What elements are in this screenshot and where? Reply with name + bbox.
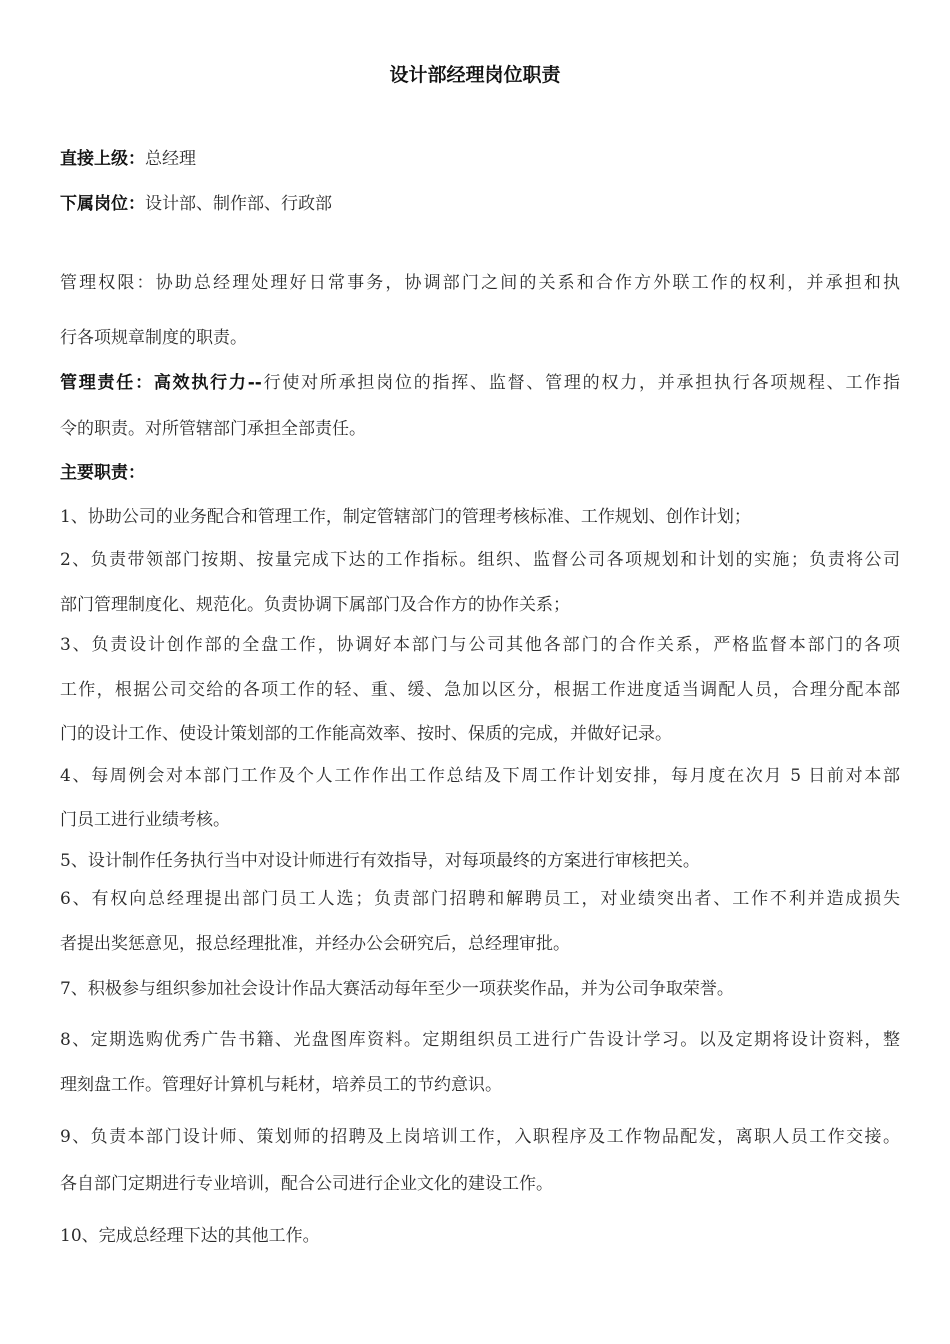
duty-8-line-1: 8、定期选购优秀广告书籍、光盘图库资料。定期组织员工进行广告设计学习。以及定期将设计资料，整 <box>60 1030 900 1050</box>
direct-superior-value: 总经理 <box>145 149 196 169</box>
duty-6-line-1: 6、有权向总经理提出部门员工人选；负责部门招聘和解聘员工，对业绩突出者、工作不利并造成损失 <box>60 889 900 909</box>
duty-3-line-2: 工作，根据公司交给的各项工作的轻、重、缓、急加以区分，根据工作进度适当调配人员，合理分配本部 <box>60 680 900 700</box>
duty-6-line-2: 者提出奖惩意见，报总经理批准，并经办公会研究后，总经理审批。 <box>60 934 570 954</box>
duty-1-line-1: 1、协助公司的业务配合和管理工作，制定管辖部门的管理考核标准、工作规划、创作计划； <box>60 507 751 527</box>
responsibility-line-2: 令的职责。对所管辖部门承担全部责任。 <box>60 419 366 439</box>
responsibility-line-1 <box>60 370 900 396</box>
duties-heading: 主要职责： <box>60 463 145 483</box>
duty-9-line-2: 各自部门定期进行专业培训，配合公司进行企业文化的建设工作。 <box>60 1174 553 1194</box>
duty-3-line-3: 门的设计工作、使设计策划部的工作能高效率、按时、保质的完成，并做好记录。 <box>60 724 672 744</box>
document-title: 设计部经理岗位职责 <box>389 64 561 86</box>
direct-superior-label: 直接上级： <box>60 149 145 169</box>
subordinate-positions-line <box>60 191 900 217</box>
duty-2-line-2: 部门管理制度化、规范化。负责协调下属部门及合作方的协作关系； <box>60 595 570 615</box>
subordinate-positions-label: 下属岗位： <box>60 194 145 214</box>
duty-3-line-1: 3、负责设计创作部的全盘工作，协调好本部门与公司其他各部门的合作关系，严格监督本部门的各项 <box>60 635 900 655</box>
duty-7-line-1: 7、积极参与组织参加社会设计作品大赛活动每年至少一项获奖作品，并为公司争取荣誉。 <box>60 979 734 999</box>
duty-4-line-2: 门员工进行业绩考核。 <box>60 810 230 830</box>
duty-2-line-1: 2、负责带领部门按期、按量完成下达的工作指标。组织、监督公司各项规划和计划的实施；负责将公司 <box>60 550 900 570</box>
duty-5-line-1: 5、设计制作任务执行当中对设计师进行有效指导，对每项最终的方案进行审核把关。 <box>60 851 700 871</box>
responsibility-text: 行使对所承担岗位的指挥、监督、管理的权力，并承担执行各项规程、工作指 <box>261 373 900 393</box>
duty-4-line-1: 4、每周例会对本部门工作及个人工作作出工作总结及下周工作计划安排，每月度在次月 5 日前对本部 <box>60 766 900 786</box>
duty-9-line-1: 9、负责本部门设计师、策划师的招聘及上岗培训工作，入职程序及工作物品配发，离职人员工作交接。 <box>60 1127 900 1147</box>
duty-8-line-2: 理刻盘工作。管理好计算机与耗材，培养员工的节约意识。 <box>60 1075 502 1095</box>
authority-line-2: 行各项规章制度的职责。 <box>60 328 247 348</box>
responsibility-label: 管理责任：高效执行力-- <box>60 373 262 393</box>
subordinate-positions-value: 设计部、制作部、行政部 <box>145 194 332 214</box>
duty-10-line-1: 10、完成总经理下达的其他工作。 <box>60 1226 320 1246</box>
direct-superior-line <box>60 146 900 172</box>
authority-line-1: 管理权限：协助总经理处理好日常事务，协调部门之间的关系和合作方外联工作的权利，并承担和执 <box>60 273 900 293</box>
